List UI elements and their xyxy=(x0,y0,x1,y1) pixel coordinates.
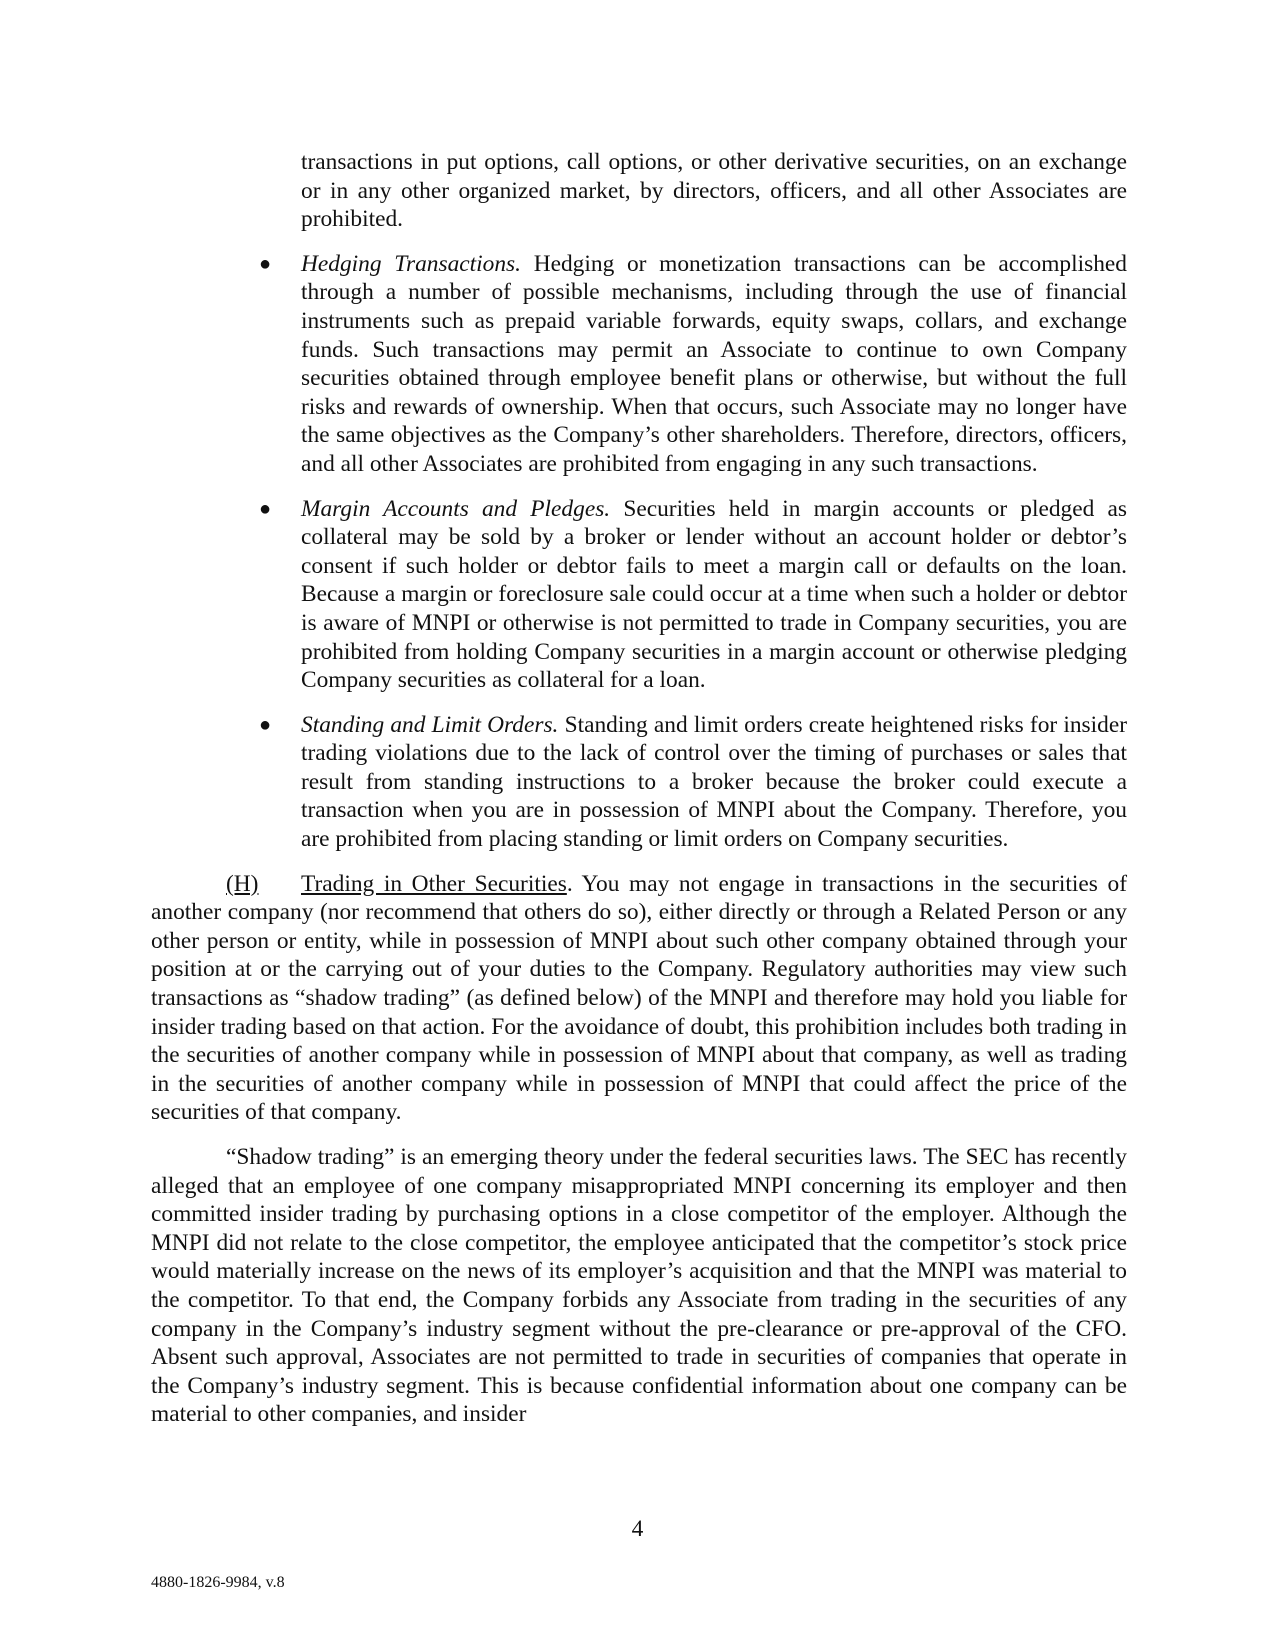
bullet-paragraph xyxy=(301,250,1127,479)
shadow-trading-paragraph: “Shadow trading” is an emerging theory under the federal securities laws. The SEC has recently alleged that an employee of one company misappropriated MNPI concerning its employer and then committed insider trading by purchasing options in a close competitor of the employer. Although the MNPI did not relate to the close competitor, the employee anticipated that the competitor’s stock price would materially increase on the news of its employer’s acquisition and that the MNPI was material to the competitor. To that end, the Company forbids any Associate from trading in the securities of any company in the Company’s industry segment without the pre-clearance or pre-approval of the CFO. Absent such approval, Associates are not permitted to trade in securities of companies that operate in the Company’s industry segment. This is because confidential information about one company can be material to other companies, and insider xyxy=(151,1144,1127,1428)
bullet-marker: ● xyxy=(259,713,272,736)
bullet-title: Standing and Limit Orders. xyxy=(301,711,559,738)
bullet-paragraph xyxy=(301,495,1127,695)
bullet-marker: ● xyxy=(259,252,272,275)
document-id: 4880-1826-9984, v.8 xyxy=(151,1574,285,1591)
bullet-body: Securities held in margin accounts or pledged as collateral may be sold by a broker or lender without an account holder or debtor’s consent if such holder or debtor fails to meet a margin call or defaults on the loan. Because a margin or foreclosure sale could occur at a time when such a holder or debtor is aware of MNPI or otherwise is not permitted to trade in Company securities, you are prohibited from holding Company securities in a margin account or otherwise pledging Company securities as collateral for a loan. xyxy=(301,495,1127,694)
section-h-body: . You may not engage in transactions in the securities of another company (nor recommend that others do so), either directly or through a Related Person or any other person or entity, while in possession of MNPI about such other company obtained through your position at or the carrying out of your duties to the Company. Regulatory authorities may view such transactions as “shadow trading” (as defined below) of the MNPI and therefore may hold you liable for insider trading based on that action. For the avoidance of doubt, this prohibition includes both trading in the securities of another company while in possession of MNPI about that company, as well as trading in the securities of another company while in possession of MNPI that could affect the price of the securities of that company. xyxy=(151,870,1128,1126)
bullet-body: Standing and limit orders create heightened risks for insider trading violations due to the lack of control over the timing of purchases or sales that result from standing instructions to a broker because the broker could execute a transaction when you are in possession of MNPI about the Company. Therefore, you are prohibited from placing standing or limit orders on Company securities. xyxy=(301,711,1128,853)
section-h-paragraph xyxy=(151,870,1127,1127)
section-h-label: (H) xyxy=(226,870,259,897)
bullet-title: Hedging Transactions. xyxy=(301,250,521,277)
document-body xyxy=(151,148,1127,1429)
bullet-margin-accounts xyxy=(259,495,1127,695)
continuation-paragraph: transactions in put options, call options, or other derivative securities, on an exchange or in any other organized market, by directors, officers, and all other Associates are prohibited. xyxy=(301,149,1127,233)
bullet-title: Margin Accounts and Pledges. xyxy=(301,495,611,522)
page-number: 4 xyxy=(631,1516,644,1542)
bullet-standing-limit-orders xyxy=(259,711,1128,854)
bullet-hedging-transactions xyxy=(259,250,1127,479)
section-h-heading: Trading in Other Securities xyxy=(301,870,567,897)
bullet-marker: ● xyxy=(259,497,272,520)
bullet-body: Hedging or monetization transactions can be accomplished through a number of possible mechanisms, including through the use of financial instruments such as prepaid variable forwards, equity swaps, collars, and exchange funds. Such transactions may permit an Associate to continue to own Company securities obtained through employee benefit plans or otherwise, but without the full risks and rewards of ownership. When that occurs, such Associate may no longer have the same objectives as the Company’s other shareholders. Therefore, directors, officers, and all other Associates are prohibited from engaging in any such transactions. xyxy=(301,250,1127,477)
bullet-paragraph xyxy=(301,711,1127,854)
